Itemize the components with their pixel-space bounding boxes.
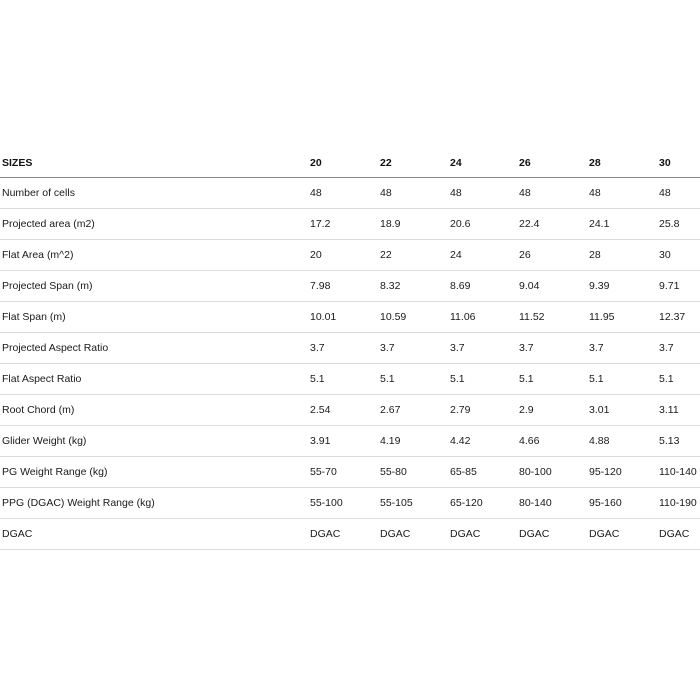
table-body <box>0 178 700 550</box>
cell-value: 11.52 <box>517 302 587 333</box>
cell-value: 28 <box>587 240 657 271</box>
cell-value: 3.7 <box>657 333 700 364</box>
table-row <box>0 488 700 519</box>
cell-value: 5.1 <box>378 364 448 395</box>
cell-value: 110-190 <box>657 488 700 519</box>
cell-value: 26 <box>517 240 587 271</box>
cell-value: 10.59 <box>378 302 448 333</box>
cell-value: 65-85 <box>448 457 517 488</box>
cell-value: 8.32 <box>378 271 448 302</box>
header-row <box>0 148 700 178</box>
cell-value: 25.8 <box>657 209 700 240</box>
cell-value: 18.9 <box>378 209 448 240</box>
cell-value: DGAC <box>448 519 517 550</box>
cell-value: 55-100 <box>308 488 378 519</box>
cell-value: 3.91 <box>308 426 378 457</box>
row-label: Projected Span (m) <box>0 271 308 302</box>
cell-value: 5.1 <box>587 364 657 395</box>
table-row <box>0 519 700 550</box>
cell-value: 9.71 <box>657 271 700 302</box>
cell-value: 48 <box>448 178 517 209</box>
cell-value: 24 <box>448 240 517 271</box>
table-row <box>0 209 700 240</box>
table-row <box>0 426 700 457</box>
cell-value: 22 <box>378 240 448 271</box>
cell-value: DGAC <box>517 519 587 550</box>
cell-value: 4.19 <box>378 426 448 457</box>
cell-value: 48 <box>657 178 700 209</box>
cell-value: 9.39 <box>587 271 657 302</box>
table-row <box>0 178 700 209</box>
cell-value: 65-120 <box>448 488 517 519</box>
row-label: Flat Span (m) <box>0 302 308 333</box>
table-row <box>0 302 700 333</box>
cell-value: 10.01 <box>308 302 378 333</box>
cell-value: 8.69 <box>448 271 517 302</box>
header-cell-size: 20 <box>308 148 378 178</box>
cell-value: 3.11 <box>657 395 700 426</box>
row-label: Glider Weight (kg) <box>0 426 308 457</box>
cell-value: 55-70 <box>308 457 378 488</box>
cell-value: 9.04 <box>517 271 587 302</box>
cell-value: 11.06 <box>448 302 517 333</box>
header-cell-sizes: SIZES <box>0 148 308 178</box>
table-row <box>0 457 700 488</box>
table-row <box>0 271 700 302</box>
table-row <box>0 395 700 426</box>
cell-value: 4.66 <box>517 426 587 457</box>
cell-value: 80-100 <box>517 457 587 488</box>
cell-value: 24.1 <box>587 209 657 240</box>
cell-value: 2.54 <box>308 395 378 426</box>
cell-value: DGAC <box>587 519 657 550</box>
table-row <box>0 333 700 364</box>
row-label: Projected area (m2) <box>0 209 308 240</box>
row-label: Projected Aspect Ratio <box>0 333 308 364</box>
cell-value: 4.88 <box>587 426 657 457</box>
cell-value: 30 <box>657 240 700 271</box>
cell-value: 3.7 <box>308 333 378 364</box>
row-label: DGAC <box>0 519 308 550</box>
cell-value: 55-105 <box>378 488 448 519</box>
sizes-spec-table <box>0 148 700 550</box>
cell-value: 4.42 <box>448 426 517 457</box>
row-label: PPG (DGAC) Weight Range (kg) <box>0 488 308 519</box>
cell-value: 11.95 <box>587 302 657 333</box>
header-cell-size: 26 <box>517 148 587 178</box>
row-label: Root Chord (m) <box>0 395 308 426</box>
table-row <box>0 364 700 395</box>
cell-value: 55-80 <box>378 457 448 488</box>
cell-value: 12.37 <box>657 302 700 333</box>
cell-value: 48 <box>308 178 378 209</box>
row-label: Flat Aspect Ratio <box>0 364 308 395</box>
cell-value: 5.1 <box>308 364 378 395</box>
cell-value: 48 <box>517 178 587 209</box>
cell-value: DGAC <box>308 519 378 550</box>
cell-value: 20.6 <box>448 209 517 240</box>
cell-value: 95-120 <box>587 457 657 488</box>
cell-value: 3.7 <box>517 333 587 364</box>
cell-value: 3.7 <box>587 333 657 364</box>
header-cell-size: 28 <box>587 148 657 178</box>
cell-value: DGAC <box>378 519 448 550</box>
cell-value: 48 <box>587 178 657 209</box>
cell-value: 48 <box>378 178 448 209</box>
cell-value: 3.01 <box>587 395 657 426</box>
table-row <box>0 240 700 271</box>
header-cell-size: 22 <box>378 148 448 178</box>
row-label: PG Weight Range (kg) <box>0 457 308 488</box>
header-cell-size: 30 <box>657 148 700 178</box>
cell-value: 95-160 <box>587 488 657 519</box>
cell-value: 2.67 <box>378 395 448 426</box>
cell-value: 5.1 <box>448 364 517 395</box>
cell-value: 5.1 <box>517 364 587 395</box>
cell-value: 20 <box>308 240 378 271</box>
row-label: Flat Area (m^2) <box>0 240 308 271</box>
row-label: Number of cells <box>0 178 308 209</box>
cell-value: 7.98 <box>308 271 378 302</box>
cell-value: 110-140 <box>657 457 700 488</box>
cell-value: 2.79 <box>448 395 517 426</box>
cell-value: 5.13 <box>657 426 700 457</box>
table-header <box>0 148 700 178</box>
cell-value: 3.7 <box>378 333 448 364</box>
cell-value: 5.1 <box>657 364 700 395</box>
cell-value: 2.9 <box>517 395 587 426</box>
cell-value: 17.2 <box>308 209 378 240</box>
cell-value: DGAC <box>657 519 700 550</box>
cell-value: 22.4 <box>517 209 587 240</box>
header-cell-size: 24 <box>448 148 517 178</box>
cell-value: 3.7 <box>448 333 517 364</box>
cell-value: 80-140 <box>517 488 587 519</box>
